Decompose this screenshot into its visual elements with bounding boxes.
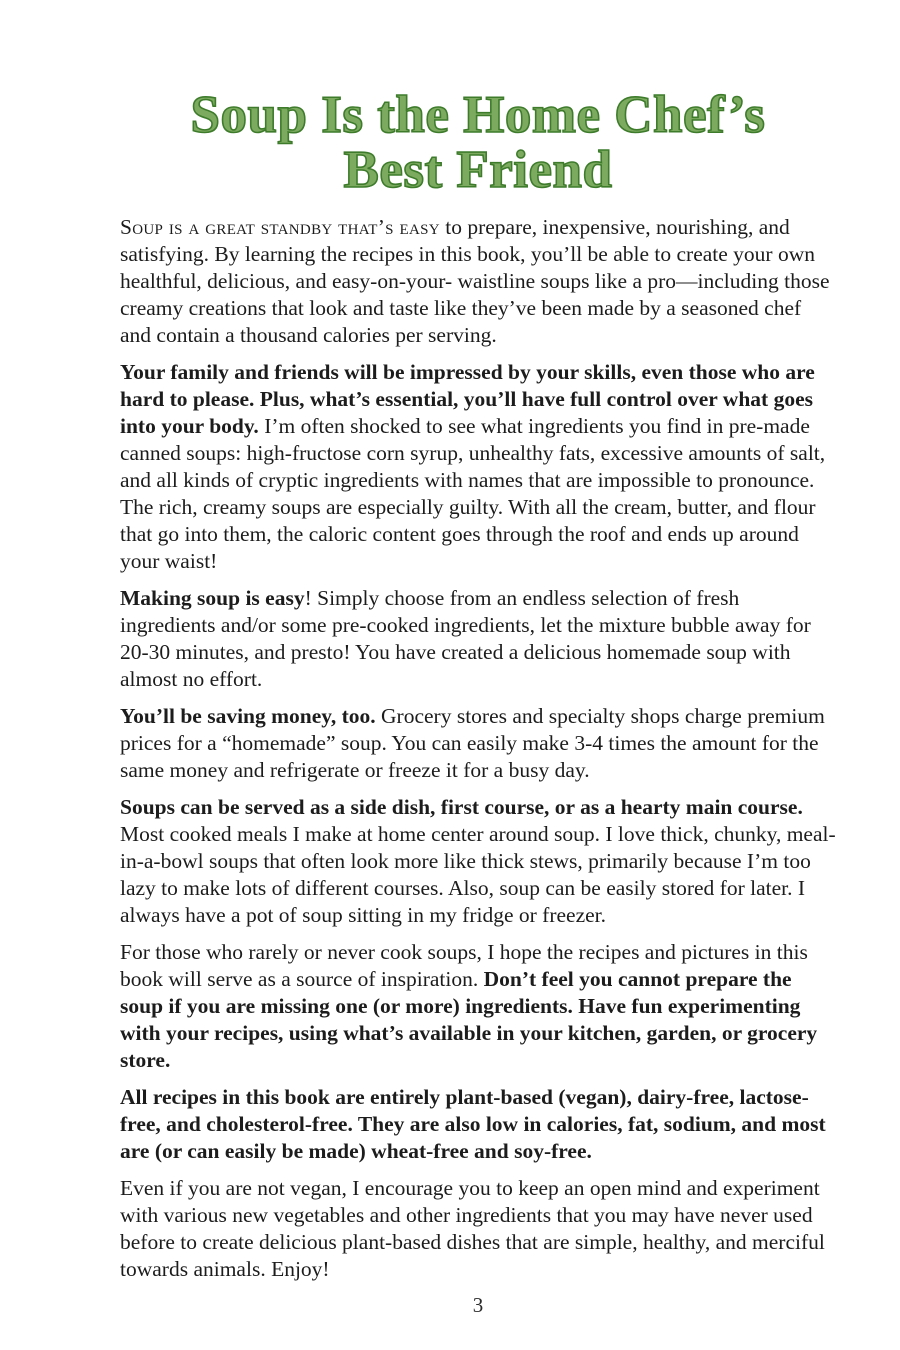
text-run-regular: I’m often shocked to see what ingredients you find in pre-made canned soups: high-fructose corn syrup, unhealthy fats, excessive amounts of salt, and all kinds of cryptic ingredients with names that are impossible to pronounce. The rich, creamy soups are especially guilty. With all the cream, butter, and flour that go into them, the caloric content goes through the roof and ends up around your waist!: [120, 414, 826, 573]
text-run-regular: For those who rarely or never cook soups, I hope the recipes and pictures in this book will serve as a source of inspiration.: [120, 940, 808, 991]
text-run-bold: All recipes in this book are entirely plant-based (vegan), dairy-free, lactose-free, and cholesterol-free. They are also low in calories, fat, sodium, and most are (or can easily be made) wheat-free and soy-free.: [120, 1085, 826, 1163]
paragraph: [120, 1175, 836, 1283]
body-text: [120, 214, 836, 1283]
paragraph: [120, 703, 836, 784]
text-run-regular: ! Simply choose from an endless selection of fresh ingredients and/or some pre-cooked ingredients, let the mixture bubble away for 20-30 minutes, and presto! You have created a delicious homemade soup with almost no effort.: [120, 586, 811, 691]
text-run-bold: You’ll be saving money, too.: [120, 704, 376, 728]
paragraph: [120, 794, 836, 929]
text-run-bold: Soups can be served as a side dish, first course, or as a hearty main course.: [120, 795, 803, 819]
page-number: 3: [472, 1293, 484, 1317]
text-run-regular: Even if you are not vegan, I encourage you to keep an open mind and experiment with various new vegetables and other ingredients that you may have never used before to create delicious plant-based dishes that are simple, healthy, and merciful towards animals. Enjoy!: [120, 1176, 825, 1281]
paragraph: [120, 214, 836, 349]
paragraph: [120, 585, 836, 693]
page-title: [120, 88, 836, 198]
paragraph: [120, 359, 836, 575]
text-run-bold: Your family and friends will be impressed by your skills, even those who are hard to please. Plus, what’s essential, you’ll have full control over what goes into your body.: [120, 360, 815, 438]
text-run-bold: Don’t feel you cannot prepare the soup if you are missing one (or more) ingredients. Have fun experimenting with your recipes, using what’s available in your kitchen, garden, or grocery store.: [120, 967, 818, 1072]
text-run-regular: Most cooked meals I make at home center around soup. I love thick, chunky, meal-in-a-bowl soups that often look more like thick stews, primarily because I’m too lazy to make lots of different courses. Also, soup can be easily stored for later. I always have a pot of soup sitting in my fridge or freezer.: [120, 822, 836, 927]
page-content: [120, 88, 836, 1318]
title-line-2: Best Friend: [343, 141, 613, 199]
paragraph: [120, 1084, 836, 1165]
text-run-bold: Making soup is easy: [120, 586, 305, 610]
text-run-regular: to prepare, inexpensive, nourishing, and satisfying. By learning the recipes in this book, you’ll be able to create your own healthful, delicious, and easy-on-your- waistline soups like a pro—including those creamy creations that look and taste like they’ve been made by a seasoned chef and contain a thousand calories per serving.: [120, 215, 830, 347]
title-line-1: Soup Is the Home Chef’s: [190, 86, 766, 144]
text-run-smallcaps: Soup is a great standby that’s easy: [120, 215, 440, 239]
paragraph: [120, 939, 836, 1074]
text-run-regular: Grocery stores and specialty shops charge premium prices for a “homemade” soup. You can easily make 3-4 times the amount for the same money and refrigerate or freeze it for a busy day.: [120, 704, 825, 782]
